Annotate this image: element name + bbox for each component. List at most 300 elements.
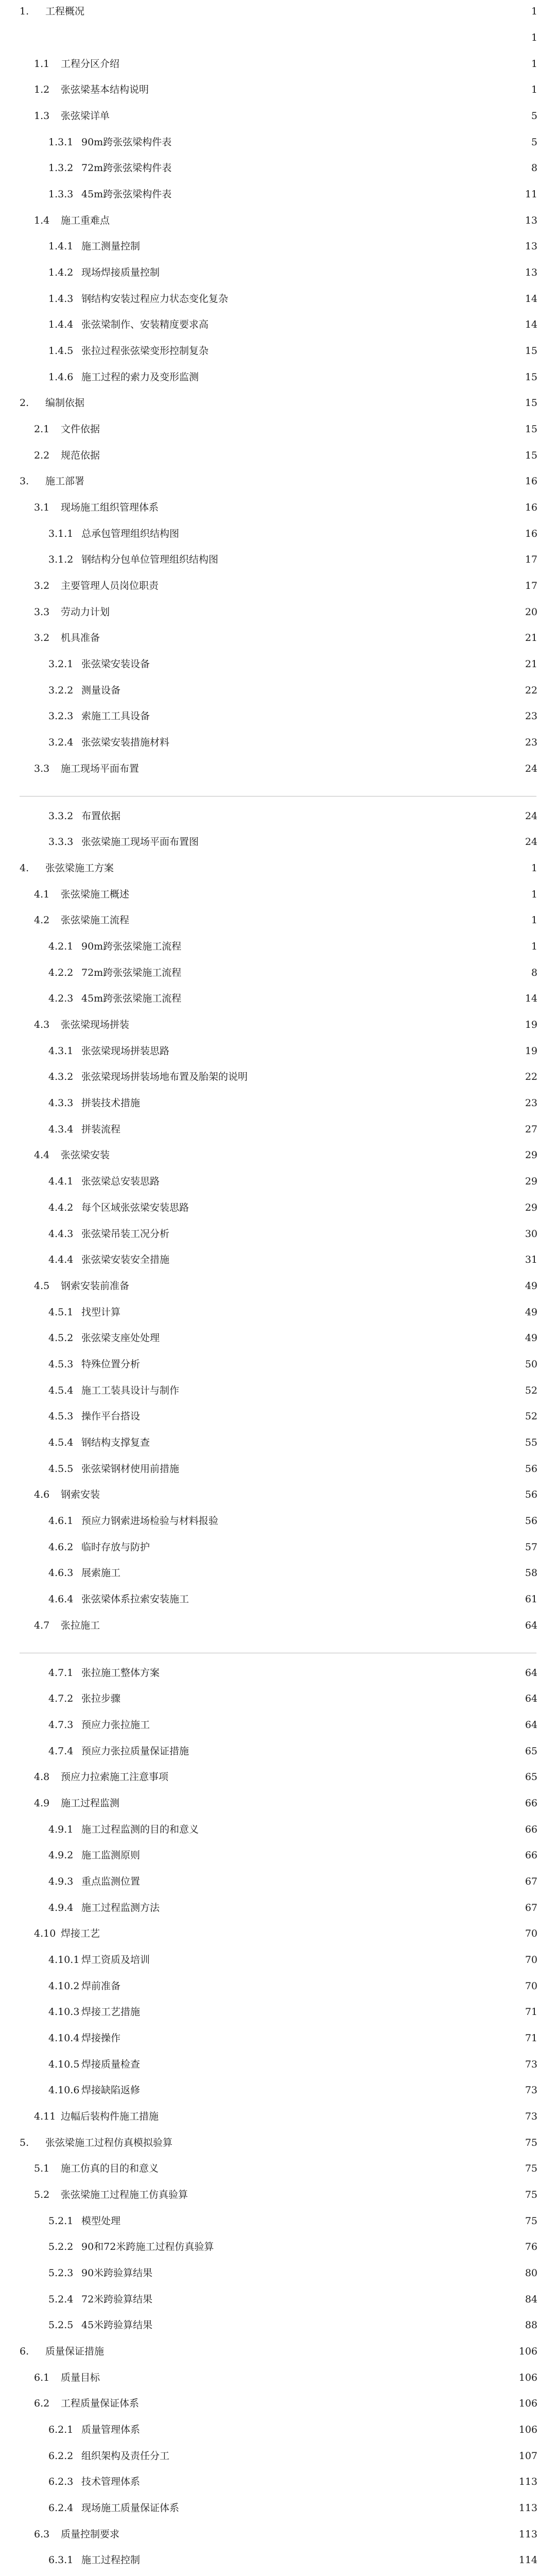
toc-entry[interactable] (0, 1462, 556, 1476)
toc-dot-leader (134, 913, 526, 927)
toc-entry[interactable] (0, 187, 556, 201)
toc-entry-page: 24 (525, 810, 537, 822)
toc-entry-page: 70 (525, 1980, 537, 1992)
toc-entry-title: 张拉过程张弦梁变形控制复杂 (81, 345, 209, 357)
toc-dot-leader (223, 1514, 520, 1528)
toc-entry-title: 90和72米跨施工过程仿真验算 (81, 2241, 214, 2252)
toc-entry[interactable] (0, 2214, 556, 2228)
toc-entry[interactable] (0, 2057, 556, 2072)
toc-entry-number: 4.4.1 (48, 1176, 74, 1187)
toc-entry-page: 58 (525, 1567, 537, 1579)
toc-entry[interactable] (0, 1044, 556, 1058)
toc-entry[interactable] (0, 161, 556, 175)
toc-dot-leader (158, 2318, 520, 2332)
toc-entry[interactable] (0, 1200, 556, 1215)
toc-entry-page: 106 (518, 2424, 537, 2435)
toc-entry[interactable] (0, 1227, 556, 1241)
toc-entry-number: 4.9.3 (48, 1876, 74, 1887)
toc-entry-number: 2.2 (34, 450, 50, 461)
toc-entry-number: 4.6 (34, 1489, 50, 1500)
toc-entry-page: 76 (525, 2241, 537, 2252)
toc-dot-leader (177, 187, 520, 201)
toc-dot-leader (178, 2136, 520, 2150)
toc-dot-leader (134, 887, 526, 902)
toc-entry[interactable] (0, 2188, 556, 2202)
toc-entry[interactable] (0, 1796, 556, 1810)
toc-entry-number: 6.2 (34, 2398, 50, 2409)
toc-entry-page: 75 (525, 2163, 537, 2174)
toc-entry[interactable] (0, 1018, 556, 1032)
toc-entry-number: 5.2.3 (48, 2267, 74, 2279)
toc-dot-leader (253, 1070, 520, 1084)
toc-entry-title: 张弦梁制作、安装精度要求高 (81, 319, 209, 330)
toc-entry-title: 张弦梁施工过程仿真模拟验算 (45, 2137, 173, 2148)
toc-entry-title: 施工过程控制 (81, 2554, 141, 2566)
toc-entry-number: 1.3.3 (48, 189, 74, 200)
toc-entry-title: 施工过程的索力及变形监测 (81, 371, 199, 383)
toc-entry-title: 拼装技术措施 (81, 1097, 141, 1109)
toc-dot-leader (145, 2083, 520, 2097)
toc-entry[interactable] (0, 1331, 556, 1345)
toc-entry-title: 施工现场平面布置 (61, 763, 140, 774)
toc-dot-leader (109, 2344, 514, 2359)
toc-entry-number: 4.5.5 (48, 1463, 74, 1475)
toc-entry-page: 107 (518, 2450, 537, 2462)
toc-entry-page: 15 (525, 345, 537, 357)
toc-entry[interactable] (0, 1096, 556, 1110)
toc-entry[interactable] (0, 1487, 556, 1502)
toc-dot-leader (105, 1926, 520, 1941)
toc-entry-page: 1 (531, 889, 537, 900)
toc-entry-page: 75 (525, 2189, 537, 2200)
toc-entry-page: 64 (525, 1620, 537, 1631)
toc-entry-page: 16 (525, 528, 537, 539)
toc-dot-leader (115, 605, 520, 619)
toc-entry-title: 质量保证措施 (45, 2346, 105, 2357)
toc-entry-number: 1.4.1 (48, 241, 74, 252)
toc-entry-number: 4.5.3 (48, 1411, 74, 1422)
toc-entry[interactable] (0, 1174, 556, 1189)
toc-entry-number: 4.3.1 (48, 1045, 74, 1057)
toc-entry-title: 张弦梁安装措施材料 (81, 737, 170, 748)
toc-entry[interactable] (0, 265, 556, 280)
toc-entry-number: 4.6.2 (48, 1541, 74, 1553)
toc-entry[interactable] (0, 1666, 556, 1680)
toc-entry-title: 钢结构分包单位管理组织结构图 (81, 554, 219, 565)
toc-entry[interactable] (0, 2553, 556, 2567)
toc-entry-page: 73 (525, 2059, 537, 2070)
toc-entry-title: 焊接质量检查 (81, 2059, 141, 2070)
toc-dot-leader (223, 552, 520, 567)
toc-dot-leader (173, 1770, 520, 1784)
toc-entry-number: 4.9.4 (48, 1902, 74, 1913)
toc-entry-number: 4.9.2 (48, 1850, 74, 1861)
toc-entry[interactable] (0, 861, 556, 875)
toc-entry-title: 现场焊接质量控制 (81, 267, 160, 278)
toc-entry[interactable] (0, 474, 556, 488)
toc-entry-number: 1.4.4 (48, 319, 74, 330)
toc-entry-title: 张弦梁施工过程施工仿真验算 (61, 2189, 188, 2200)
toc-entry-page: 23 (525, 1097, 537, 1109)
toc-entry-title: 72米跨验算结果 (81, 2294, 153, 2305)
toc-entry-page: 80 (525, 2267, 537, 2279)
toc-dot-leader (90, 396, 520, 410)
toc-entry[interactable] (0, 292, 556, 306)
toc-entry-page: 73 (525, 2084, 537, 2096)
toc-entry[interactable] (0, 2475, 556, 2489)
toc-entry-title: 张弦梁施工现场平面布置图 (81, 836, 199, 848)
toc-entry[interactable] (0, 1357, 556, 1371)
toc-entry[interactable] (0, 1718, 556, 1732)
toc-entry-page: 56 (525, 1489, 537, 1500)
toc-entry[interactable] (0, 1953, 556, 1967)
toc-entry[interactable] (0, 2266, 556, 2280)
toc-entry[interactable] (0, 1383, 556, 1398)
toc-entry[interactable] (0, 1409, 556, 1423)
toc-entry[interactable] (0, 4, 556, 19)
toc-entry[interactable] (0, 1901, 556, 1915)
toc-entry-number: 4. (20, 862, 29, 874)
toc-entry-title: 45m跨张弦梁构件表 (81, 189, 172, 200)
toc-entry-title: 找型计算 (81, 1307, 121, 1318)
toc-entry-title: 45m跨张弦梁施工流程 (81, 993, 182, 1004)
toc-dot-leader (134, 1279, 520, 1293)
toc-entry-title: 张拉步骤 (81, 1693, 121, 1704)
toc-entry-title: 工程概况 (45, 6, 85, 17)
toc-entry-title: 预应力拉索施工注意事项 (61, 1771, 169, 1783)
toc-entry-page: 16 (525, 476, 537, 487)
toc-entry-number: 3.2.4 (48, 737, 74, 748)
toc-dot-leader (145, 1096, 520, 1110)
toc-dot-leader (186, 939, 526, 954)
toc-entry-title: 工程质量保证体系 (61, 2398, 140, 2409)
toc-entry[interactable] (0, 1148, 556, 1162)
toc-entry-page: 70 (525, 1954, 537, 1965)
toc-dot-leader (105, 422, 520, 436)
toc-entry-title: 张弦梁吊装工况分析 (81, 1228, 170, 1240)
toc-entry[interactable] (0, 579, 556, 593)
toc-entry[interactable] (0, 657, 556, 671)
toc-entry[interactable] (0, 761, 556, 776)
toc-entry-number: 4.10.5 (48, 2059, 80, 2070)
toc-entry-number: 4.4 (34, 1149, 50, 1161)
toc-entry-title: 张弦梁支座处处理 (81, 1332, 160, 1344)
toc-entry-title: 45米跨验算结果 (81, 2319, 153, 2331)
toc-entry-number: 3.1.1 (48, 528, 74, 539)
toc-entry-title: 施工仿真的目的和意义 (61, 2163, 159, 2174)
toc-dot-leader (119, 861, 526, 875)
toc-entry[interactable] (0, 109, 556, 123)
toc-entry-number: 4.10.2 (48, 1980, 80, 1992)
toc-dot-leader (164, 2109, 520, 2124)
toc-entry[interactable] (0, 2501, 556, 2515)
toc-entry-title: 规范依据 (61, 450, 100, 461)
toc-entry[interactable] (0, 991, 556, 1006)
toc-entry[interactable] (0, 683, 556, 698)
toc-entry-page: 27 (525, 1124, 537, 1135)
toc-entry-page: 71 (525, 2032, 537, 2044)
toc-entry[interactable] (0, 1540, 556, 1554)
toc-entry-number: 4.5.3 (48, 1359, 74, 1370)
toc-entry-title: 总承包管理组织结构图 (81, 528, 180, 539)
toc-entry-number: 1.3.2 (48, 162, 74, 174)
toc-entry[interactable] (0, 913, 556, 927)
toc-entry-page: 8 (531, 162, 537, 174)
toc-dot-leader (175, 735, 520, 750)
toc-entry[interactable] (0, 500, 556, 515)
toc-entry-page: 113 (518, 2476, 537, 2487)
toc-entry-page: 15 (525, 423, 537, 435)
toc-dot-leader (125, 2527, 514, 2541)
toc-entry-page: 67 (525, 1876, 537, 1887)
toc-entry[interactable] (0, 965, 556, 980)
toc-entry[interactable] (0, 1848, 556, 1862)
toc-entry[interactable] (0, 82, 556, 97)
toc-entry-title: 测量设备 (81, 685, 121, 696)
toc-entry[interactable] (0, 2109, 556, 2124)
toc-entry-title: 重点监测位置 (81, 1876, 141, 1887)
toc-entry-page: 23 (525, 737, 537, 748)
toc-entry-page: 64 (525, 1667, 537, 1679)
toc-dot-leader (233, 292, 520, 306)
toc-entry-number: 6.2.3 (48, 2476, 74, 2487)
toc-entry-page: 106 (518, 2372, 537, 2383)
toc-entry[interactable] (0, 1691, 556, 1706)
toc-dot-leader (158, 2266, 520, 2280)
toc-entry-title: 技术管理体系 (81, 2476, 141, 2487)
toc-entry[interactable] (0, 2527, 556, 2541)
toc-entry[interactable] (0, 735, 556, 750)
toc-entry[interactable] (0, 2292, 556, 2307)
toc-entry[interactable] (0, 2136, 556, 2150)
toc-entry[interactable] (0, 448, 556, 463)
toc-dot-leader (145, 1848, 520, 1862)
toc-dot-leader (145, 239, 520, 253)
toc-entry-title: 施工过程监测 (61, 1798, 120, 1809)
toc-dot-leader (145, 2057, 520, 2072)
toc-entry[interactable] (0, 709, 556, 723)
toc-entry-number: 1.4.5 (48, 345, 74, 357)
toc-entry-number: 5.2 (34, 2189, 50, 2200)
toc-entry-title: 张弦梁施工方案 (45, 862, 114, 874)
toc-entry[interactable] (0, 1279, 556, 1293)
toc-dot-leader (194, 1200, 520, 1215)
toc-entry[interactable] (0, 213, 556, 228)
toc-entry-page: 14 (525, 293, 537, 304)
toc-entry-title: 机具准备 (61, 632, 100, 643)
toc-entry[interactable] (0, 1305, 556, 1319)
toc-entry-page: 15 (525, 450, 537, 461)
toc-entry-title: 焊前准备 (81, 1980, 121, 1992)
toc-entry-number: 1.4 (34, 215, 50, 226)
toc-entry-title: 施工工装具设计与制作 (81, 1385, 180, 1396)
toc-entry-title: 组织架构及责任分工 (81, 2450, 170, 2462)
toc-entry-title: 焊接工艺措施 (81, 2006, 141, 2018)
toc-entry-number: 5.2.4 (48, 2294, 74, 2305)
toc-entry-number: 4.6.3 (48, 1567, 74, 1579)
toc-entry-number: 4.5.2 (48, 1332, 74, 1344)
toc-entry-page: 56 (525, 1463, 537, 1475)
toc-dot-leader (165, 1901, 520, 1915)
toc-entry-number: 4.7.4 (48, 1745, 74, 1757)
toc-entry[interactable] (0, 2344, 556, 2359)
toc-entry-title: 施工测量控制 (81, 241, 141, 252)
toc-entry-number: 3.3.2 (48, 810, 74, 822)
toc-entry-page: 113 (518, 2529, 537, 2540)
toc-entry-page: 1 (531, 941, 537, 952)
toc-dot-leader (155, 1540, 520, 1554)
toc-dot-leader (126, 1122, 520, 1137)
toc-entry-title: 临时存放与防护 (81, 1541, 150, 1553)
toc-entry-title: 特殊位置分析 (81, 1359, 141, 1370)
toc-entry[interactable] (0, 1566, 556, 1580)
toc-entry[interactable] (0, 2449, 556, 2463)
toc-entry[interactable] (0, 2370, 556, 2385)
toc-entry[interactable] (0, 1122, 556, 1137)
toc-dot-leader (164, 579, 520, 593)
toc-dot-leader (90, 4, 526, 19)
toc-entry-title: 张弦梁安装安全措施 (81, 1254, 170, 1265)
toc-entry-page: 64 (525, 1693, 537, 1704)
toc-dot-leader (194, 1592, 520, 1606)
toc-entry-number: 3.1.2 (48, 554, 74, 565)
toc-entry[interactable] (0, 605, 556, 619)
toc-entry[interactable] (0, 552, 556, 567)
toc-entry[interactable] (0, 30, 556, 45)
toc-entry-page: 16 (525, 502, 537, 513)
toc-entry-page: 106 (518, 2346, 537, 2357)
toc-entry-title: 张弦梁基本结构说明 (61, 84, 149, 95)
toc-dot-leader (126, 1979, 520, 1993)
toc-entry-number: 4.2 (34, 914, 50, 926)
toc-entry[interactable] (0, 1252, 556, 1267)
toc-dot-leader (105, 1487, 520, 1502)
toc-entry-number: 3.1 (34, 502, 50, 513)
toc-entry-title: 施工过程监测的目的和意义 (81, 1824, 199, 1835)
toc-dot-leader (164, 500, 520, 515)
toc-dot-leader (144, 761, 520, 776)
toc-entry-page: 75 (525, 2137, 537, 2148)
toc-entry-number: 4.10.6 (48, 2084, 80, 2096)
toc-entry[interactable] (0, 1822, 556, 1837)
toc-entry-page: 114 (518, 2554, 537, 2566)
toc-entry-page: 65 (525, 1745, 537, 1757)
toc-dot-leader (145, 1409, 520, 1423)
toc-dot-leader (204, 835, 520, 849)
toc-entry[interactable] (0, 1514, 556, 1528)
toc-entry[interactable] (0, 1770, 556, 1784)
toc-entry[interactable] (0, 1979, 556, 1993)
toc-entry-title: 张弦梁现场拼装场地布置及胎架的说明 (81, 1071, 248, 1082)
toc-dot-leader (105, 631, 520, 645)
toc-entry[interactable] (0, 2422, 556, 2437)
toc-entry-number: 3.2.1 (48, 658, 74, 670)
toc-entry[interactable] (0, 1744, 556, 1758)
toc-entry-page: 66 (525, 1798, 537, 1809)
toc-entry-number: 4.10.4 (48, 2032, 80, 2044)
toc-entry-number: 3. (20, 476, 29, 487)
toc-entry-title: 焊工资质及培训 (81, 1954, 150, 1965)
toc-entry[interactable] (0, 631, 556, 645)
toc-entry[interactable] (0, 1618, 556, 1633)
toc-entry-page: 5 (531, 137, 537, 148)
toc-dot-leader (155, 657, 520, 671)
toc-entry[interactable] (0, 809, 556, 823)
toc-entry-page: 17 (525, 580, 537, 591)
toc-entry-page: 50 (525, 1359, 537, 1370)
toc-entry[interactable] (0, 835, 556, 849)
toc-dot-leader (184, 1462, 520, 1476)
toc-entry[interactable] (0, 344, 556, 358)
toc-entry-page: 19 (525, 1045, 537, 1057)
toc-entry-page: 106 (518, 2398, 537, 2409)
toc-entry[interactable] (0, 2005, 556, 2019)
toc-dot-leader (81, 30, 526, 45)
toc-entry-number: 1.4.3 (48, 293, 74, 304)
toc-entry[interactable] (0, 2031, 556, 2045)
toc-entry[interactable] (0, 317, 556, 332)
toc-entry-page: 55 (525, 1437, 537, 1448)
toc-entry-number: 6.3 (34, 2529, 50, 2540)
toc-entry[interactable] (0, 939, 556, 954)
toc-dot-leader (194, 1744, 520, 1758)
toc-entry-page: 64 (525, 1719, 537, 1731)
toc-entry[interactable] (0, 2083, 556, 2097)
toc-entry-page: 65 (525, 1771, 537, 1783)
toc-entry-title: 预应力张拉质量保证措施 (81, 1745, 189, 1757)
toc-entry[interactable] (0, 239, 556, 253)
toc-entry[interactable] (0, 2396, 556, 2411)
toc-entry[interactable] (0, 2240, 556, 2254)
toc-entry[interactable] (0, 422, 556, 436)
toc-entry-number: 4.5 (34, 1280, 50, 1292)
toc-entry-page: 66 (525, 1824, 537, 1835)
toc-entry[interactable] (0, 57, 556, 71)
toc-entry-number: 5.2.2 (48, 2241, 74, 2252)
toc-entry[interactable] (0, 887, 556, 902)
toc-entry-title: 张弦梁现场拼装思路 (81, 1045, 170, 1057)
toc-entry-number: 3.2.2 (48, 685, 74, 696)
toc-entry-page: 14 (525, 993, 537, 1004)
toc-entry-number: 4.9 (34, 1798, 50, 1809)
toc-dot-leader (126, 683, 520, 698)
toc-entry[interactable] (0, 2161, 556, 2176)
toc-entry[interactable] (0, 1435, 556, 1450)
toc-entry[interactable] (0, 1070, 556, 1084)
toc-entry-number: 5.1 (34, 2163, 50, 2174)
toc-entry[interactable] (0, 370, 556, 384)
toc-entry-title: 张弦梁安装 (61, 1149, 110, 1161)
toc-entry[interactable] (0, 135, 556, 149)
toc-entry-title: 张弦梁安装设备 (81, 658, 150, 670)
toc-entry[interactable] (0, 396, 556, 410)
toc-entry-number: 5.2.5 (48, 2319, 74, 2331)
toc-entry[interactable] (0, 2318, 556, 2332)
toc-entry[interactable] (0, 1874, 556, 1889)
toc-entry-title: 90m跨张弦梁施工流程 (81, 941, 182, 952)
toc-entry-title: 文件依据 (61, 423, 100, 435)
toc-entry-number: 6.3.1 (48, 2554, 74, 2566)
toc-entry-number: 2. (20, 397, 29, 409)
toc-entry[interactable] (0, 1926, 556, 1941)
toc-entry-title: 张拉施工 (61, 1620, 100, 1631)
toc-entry-number: 4.3.3 (48, 1097, 74, 1109)
toc-entry-page: 8 (531, 967, 537, 978)
toc-entry[interactable] (0, 1592, 556, 1606)
toc-dot-leader (115, 1148, 520, 1162)
toc-entry[interactable] (0, 527, 556, 541)
toc-entry-page: 13 (525, 267, 537, 278)
